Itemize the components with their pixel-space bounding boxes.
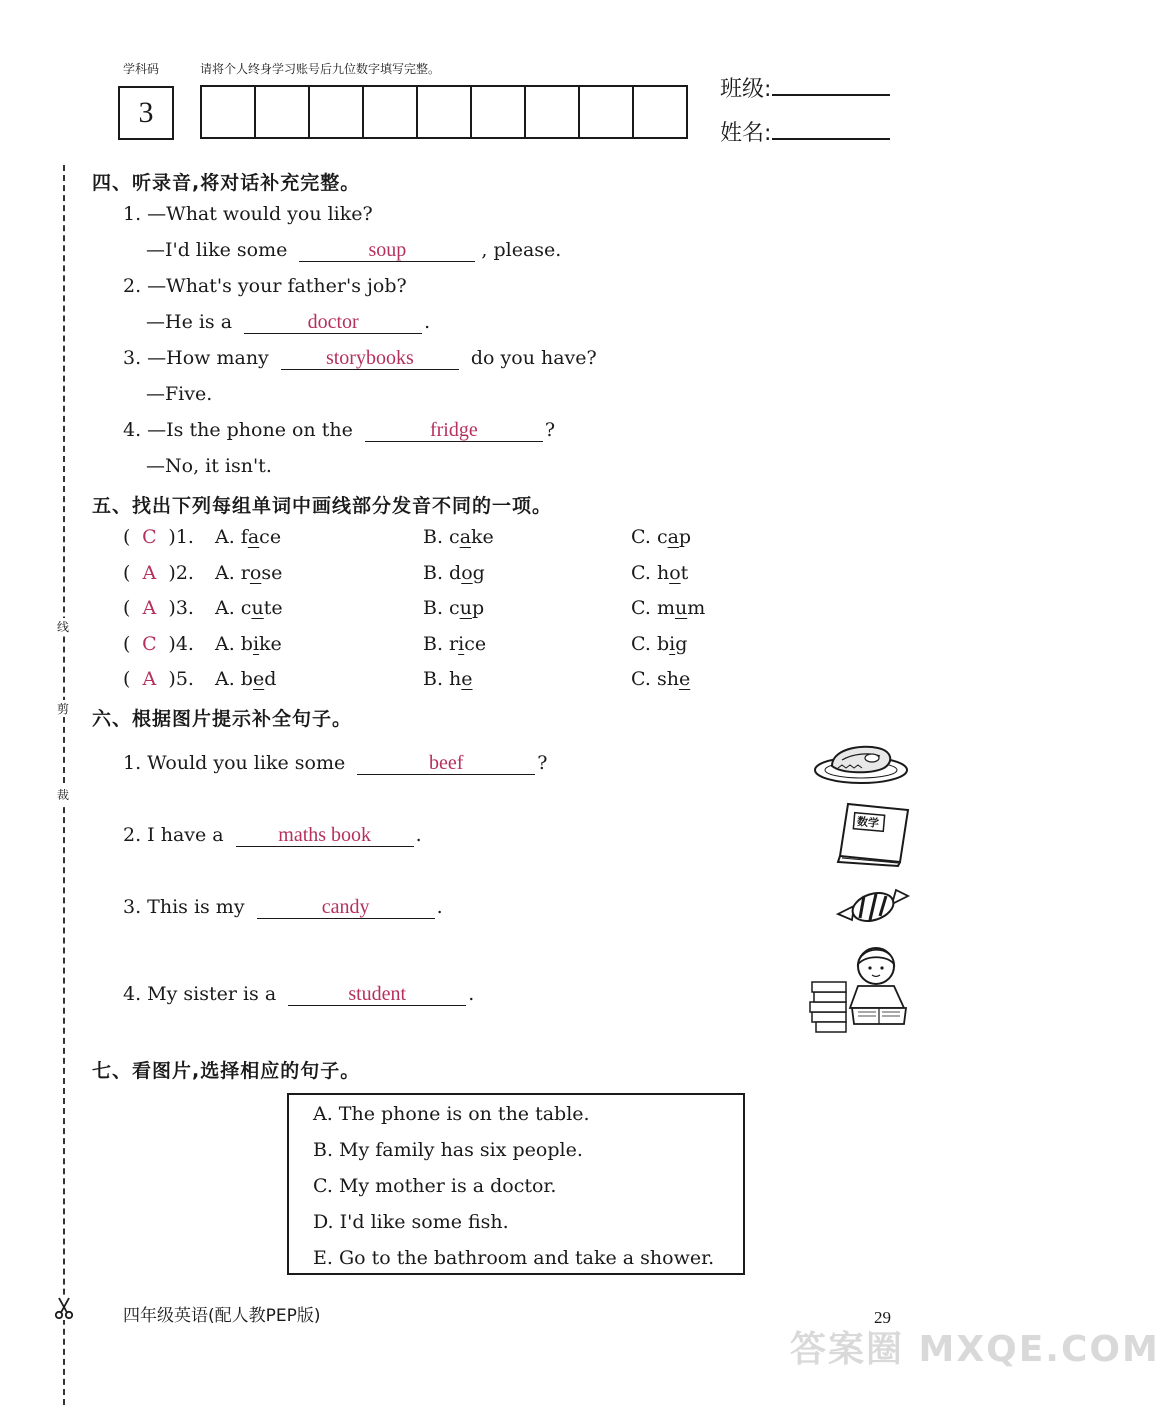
s6-blank-4[interactable]: student xyxy=(288,983,466,1006)
cut-mark-xian: 线 xyxy=(52,618,74,635)
s5-num: 1. xyxy=(175,526,194,548)
bracket-open: ( xyxy=(123,668,131,690)
s4-a4: —No, it isn't. xyxy=(146,455,272,477)
account-instruction: 请将个人终身学习账号后九位数字填写完整。 xyxy=(200,62,441,76)
s5-option-a xyxy=(215,668,276,690)
s4-q3-post: do you have? xyxy=(470,347,597,369)
option-text: A. c xyxy=(215,597,252,619)
underlined-letter: u xyxy=(459,597,472,619)
s6-item2-post: . xyxy=(415,824,422,846)
s5-option-b xyxy=(423,668,473,690)
option-text: ke xyxy=(471,526,494,548)
s4-q4-text: 4. —Is the phone on the xyxy=(123,419,353,441)
s6-blank-3[interactable]: candy xyxy=(257,896,435,919)
underlined-letter: e xyxy=(678,668,691,690)
s4-a1-post: , please. xyxy=(481,239,562,261)
option-text: g xyxy=(472,562,485,584)
underlined-letter: i xyxy=(458,633,465,655)
digit-cell[interactable] xyxy=(418,87,472,137)
maths-book-label: 数学 xyxy=(856,815,880,830)
bracket-close: ) xyxy=(168,597,176,619)
underlined-letter: o xyxy=(249,562,262,584)
option-text: ce xyxy=(259,526,282,548)
s5-option-b xyxy=(423,562,485,584)
option-text: C. h xyxy=(631,562,670,584)
s4-a1 xyxy=(146,239,561,262)
option-text: B. c xyxy=(423,526,460,548)
page-number: 29 xyxy=(874,1308,891,1327)
bracket-open: ( xyxy=(123,597,131,619)
digit-cell[interactable] xyxy=(472,87,526,137)
s6-item2-text: 2. I have a xyxy=(123,824,224,846)
subject-code-label: 学科码 xyxy=(123,62,160,76)
s4-q4 xyxy=(123,419,555,442)
s6-item4-post: . xyxy=(468,983,475,1005)
s5-option-a xyxy=(215,526,281,548)
bracket-open: ( xyxy=(123,562,131,584)
underlined-letter: a xyxy=(247,526,260,548)
option-text: A. b xyxy=(215,633,253,655)
option-text: B. c xyxy=(423,597,460,619)
s4-blank-2[interactable]: doctor xyxy=(244,311,422,334)
s6-item4-text: 4. My sister is a xyxy=(123,983,277,1005)
s4-q2: 2. —What's your father's job? xyxy=(123,275,407,297)
s4-q4-post: ? xyxy=(544,419,556,441)
option-text: C. sh xyxy=(631,668,679,690)
watermark: 答案圈 MXQE.COM xyxy=(790,1329,1160,1370)
s5-row xyxy=(123,597,743,619)
s4-q3 xyxy=(123,347,597,370)
underlined-letter: i xyxy=(252,633,260,655)
s5-num: 4. xyxy=(175,633,194,655)
s5-option-c xyxy=(631,597,705,619)
s5-option-c xyxy=(631,526,691,548)
s5-option-a xyxy=(215,633,282,655)
option-text: d xyxy=(264,668,277,690)
s5-option-a xyxy=(215,562,282,584)
underlined-letter: u xyxy=(251,597,264,619)
section6-title: 六、根据图片提示补全句子。 xyxy=(92,708,353,730)
s5-num: 3. xyxy=(175,597,194,619)
choice-c: C. My mother is a doctor. xyxy=(313,1175,557,1197)
maths-book-icon xyxy=(834,800,912,866)
underlined-letter: a xyxy=(459,526,472,548)
s4-blank-4[interactable]: fridge xyxy=(365,419,543,442)
option-text: ce xyxy=(464,633,487,655)
option-text: B. d xyxy=(423,562,462,584)
option-text: g xyxy=(675,633,688,655)
s5-option-c xyxy=(631,633,687,655)
bracket-open: ( xyxy=(123,526,131,548)
s5-answer[interactable]: C xyxy=(142,633,157,655)
digit-cell[interactable] xyxy=(310,87,364,137)
choices-box xyxy=(287,1093,745,1275)
s5-option-c xyxy=(631,668,690,690)
s4-a1-text: —I'd like some xyxy=(146,239,288,261)
digit-cell[interactable] xyxy=(202,87,256,137)
s6-item3 xyxy=(123,896,443,919)
bracket-open: ( xyxy=(123,633,131,655)
digit-cell[interactable] xyxy=(256,87,310,137)
underlined-letter: a xyxy=(667,526,679,548)
class-field[interactable] xyxy=(772,72,890,96)
option-text: C. c xyxy=(631,526,668,548)
s4-blank-1[interactable]: soup xyxy=(299,239,475,262)
digit-cell[interactable] xyxy=(526,87,580,137)
underlined-letter: e xyxy=(252,668,265,690)
option-text: C. m xyxy=(631,597,675,619)
s4-q1: 1. —What would you like? xyxy=(123,203,373,225)
s4-q3-text: 3. —How many xyxy=(123,347,269,369)
scissors-icon xyxy=(52,1296,76,1320)
name-field[interactable] xyxy=(772,116,890,140)
option-text: A. f xyxy=(215,526,248,548)
s4-blank-3[interactable]: storybooks xyxy=(281,347,459,370)
digit-cell[interactable] xyxy=(634,87,688,137)
choice-b: B. My family has six people. xyxy=(313,1139,583,1161)
s6-item1 xyxy=(123,752,547,775)
s5-answer[interactable]: A xyxy=(142,668,157,690)
account-digit-boxes[interactable] xyxy=(200,85,688,139)
s4-a3: —Five. xyxy=(146,383,213,405)
candy-icon xyxy=(834,888,912,928)
choice-a: A. The phone is on the table. xyxy=(313,1103,590,1125)
option-text: ke xyxy=(259,633,282,655)
s4-a2-post: . xyxy=(424,311,431,333)
underlined-letter: e xyxy=(461,668,473,690)
option-text: B. r xyxy=(423,633,459,655)
s5-row xyxy=(123,668,743,690)
option-text: se xyxy=(261,562,283,584)
cut-mark-cai: 裁 xyxy=(52,786,74,803)
s5-option-a xyxy=(215,597,283,619)
subject-code-box: 3 xyxy=(118,86,174,140)
student-icon xyxy=(808,942,910,1036)
s5-num: 2. xyxy=(175,562,194,584)
section4-title: 四、听录音,将对话补充完整。 xyxy=(92,172,361,194)
s5-answer[interactable]: A xyxy=(142,597,157,619)
underlined-letter: u xyxy=(674,597,688,619)
s5-row xyxy=(123,562,743,584)
option-text: B. h xyxy=(423,668,462,690)
s5-answer[interactable]: A xyxy=(142,562,157,584)
s6-item4 xyxy=(123,983,474,1006)
s4-a2 xyxy=(146,311,430,334)
underlined-letter: o xyxy=(669,562,681,584)
underlined-letter: i xyxy=(669,633,676,655)
s5-option-c xyxy=(631,562,688,584)
option-text: te xyxy=(263,597,283,619)
bracket-close: ) xyxy=(168,526,176,548)
option-text: m xyxy=(687,597,706,619)
digit-cell[interactable] xyxy=(580,87,634,137)
s5-option-b xyxy=(423,633,486,655)
underlined-letter: o xyxy=(461,562,473,584)
s6-item3-post: . xyxy=(436,896,443,918)
bracket-close: ) xyxy=(168,633,176,655)
digit-cell[interactable] xyxy=(364,87,418,137)
s5-row xyxy=(123,633,743,655)
option-text: C. b xyxy=(631,633,670,655)
option-text: p xyxy=(678,526,692,548)
book-title: 四年级英语(配人教PEP版) xyxy=(123,1306,321,1326)
s6-blank-2[interactable]: maths book xyxy=(236,824,414,847)
section7-title: 七、看图片,选择相应的句子。 xyxy=(92,1060,361,1082)
choice-e: E. Go to the bathroom and take a shower. xyxy=(313,1247,715,1269)
s6-item2 xyxy=(123,824,422,847)
option-text: A. r xyxy=(215,562,250,584)
section5-title: 五、找出下列每组单词中画线部分发音不同的一项。 xyxy=(92,495,553,517)
s5-row xyxy=(123,526,743,548)
s6-item1-post: ? xyxy=(537,752,548,774)
option-text: p xyxy=(471,597,485,619)
bracket-close: ) xyxy=(168,562,176,584)
s6-item1-text: 1. Would you like some xyxy=(123,752,346,774)
choice-d: D. I'd like some fish. xyxy=(313,1211,509,1233)
s5-option-b xyxy=(423,597,484,619)
s4-a2-text: —He is a xyxy=(146,311,233,333)
beef-plate-icon xyxy=(812,738,910,786)
s5-option-b xyxy=(423,526,494,548)
cut-mark-jian: 剪 xyxy=(52,700,74,717)
option-text: t xyxy=(680,562,689,584)
s6-item3-text: 3. This is my xyxy=(123,896,245,918)
s5-num: 5. xyxy=(175,668,194,690)
s5-answer[interactable]: C xyxy=(142,526,157,548)
name-label: 姓名: xyxy=(720,121,772,146)
cut-line xyxy=(63,165,65,1405)
bracket-close: ) xyxy=(168,668,176,690)
s6-blank-1[interactable]: beef xyxy=(357,752,535,775)
option-text: A. b xyxy=(215,668,253,690)
class-label: 班级: xyxy=(720,77,772,102)
